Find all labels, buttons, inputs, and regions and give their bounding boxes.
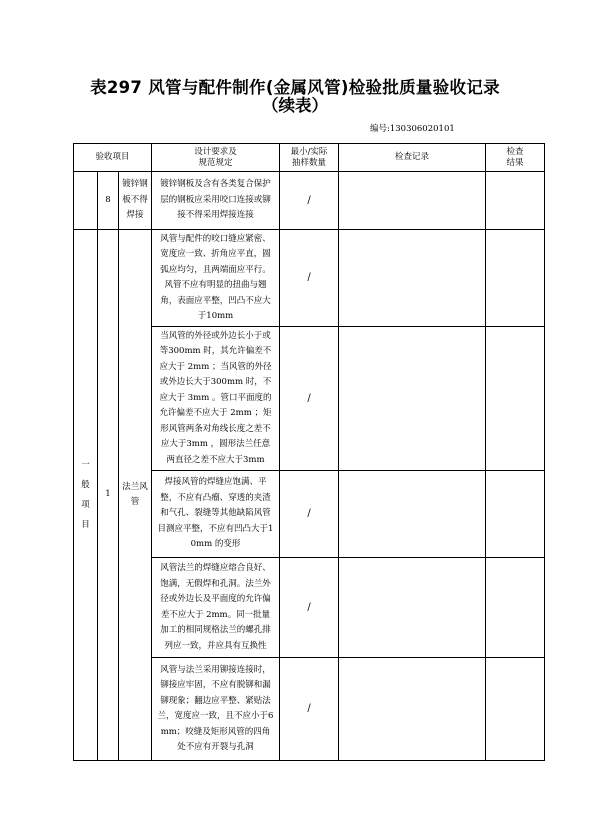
general-category (74, 230, 98, 761)
document-code: 编号:130306020101 (370, 124, 455, 134)
general-requirement-2: 当风管的外径或外边长小于或等300mm 时，其允许偏差不应大于 2mm ；当风管的外径或外边长大于300mm 时，不应大于 3mm 。管口平面度的允许偏差不应大于 2mm ；矩形风管两条对角线长度之差不应大于3mm ，圆形法兰任意两直径之差不应大于3mm (152, 327, 280, 471)
general-item-number: 1 (98, 230, 119, 761)
general-requirement-3: 焊接风管的焊缝应饱满、平整，不应有凸瘤、穿透的夹渣和气孔、裂缝等其他缺陷风管目测应平整，不应有凹凸大于10mm 的变形 (152, 471, 280, 558)
main-item-sample: / (280, 172, 339, 230)
header-row (74, 144, 545, 172)
general-result-4[interactable] (486, 558, 545, 658)
col-header-item: 验收项目 (74, 144, 152, 172)
main-item-result[interactable] (486, 172, 545, 230)
main-item-name: 镀锌钢板不得焊接 (119, 172, 152, 230)
general-result-3[interactable] (486, 471, 545, 558)
general-sample-4: / (280, 558, 339, 658)
general-category-text: 一般项目 (81, 460, 90, 530)
general-record-3[interactable] (339, 471, 486, 558)
col-header-spec (152, 144, 280, 172)
main-item-record[interactable] (339, 172, 486, 230)
general-sample-1: / (280, 230, 339, 327)
col-header-min-line2: 抽样数量 (291, 157, 326, 168)
document-subtitle: （续表） (262, 96, 328, 115)
col-header-spec-line1: 设计要求及 (194, 146, 237, 157)
general-record-1[interactable] (339, 230, 486, 327)
main-item-number: 8 (98, 172, 119, 230)
document-title: 表297 风管与配件制作(金属风管)检验批质量验收记录 (90, 78, 500, 97)
general-result-5[interactable] (486, 658, 545, 761)
general-record-5[interactable] (339, 658, 486, 761)
col-header-min-line1: 最小/实际 (290, 146, 328, 157)
general-requirement-4: 风管法兰的焊缝应熔合良好、饱满，无假焊和孔洞。法兰外径或外边长及平面度的允许偏差不应大于 2mm。同一批量加工的相同规格法兰的螺孔排列应一致，并应具有互换性 (152, 558, 280, 658)
general-sample-3: / (280, 471, 339, 558)
col-header-result-line1: 检查 (506, 146, 524, 157)
general-sample-5: / (280, 658, 339, 761)
general-result-2[interactable] (486, 327, 545, 471)
general-item-name: 法兰风管 (119, 230, 152, 761)
general-sample-2: / (280, 327, 339, 471)
col-header-spec-line2: 规范规定 (198, 157, 233, 168)
general-record-4[interactable] (339, 558, 486, 658)
col-header-min (280, 144, 339, 172)
general-result-1[interactable] (486, 230, 545, 327)
table-row (74, 230, 545, 327)
general-requirement-5: 风管与法兰采用铆接连接时，铆接应牢固，不应有脱铆和漏铆现象；翻边应平整、紧贴法兰，宽度应一致，且不应小于6mm；咬缝及矩形风管的四角处不应有开裂与孔洞 (152, 658, 280, 761)
main-category-cell (74, 172, 98, 230)
col-header-record: 检查记录 (339, 144, 486, 172)
inspection-table (73, 143, 545, 761)
col-header-result-line2: 结果 (506, 157, 524, 168)
table-row-main (74, 172, 545, 230)
col-header-result (486, 144, 545, 172)
main-item-requirement: 镀锌钢板及含有各类复合保护层的钢板应采用咬口连接或铆接不得采用焊接连接 (152, 172, 280, 230)
general-requirement-1: 风管与配件的咬口缝应紧密、宽度应一致、折角应平直，圆弧应均匀，且两端面应平行。风管不应有明显的扭曲与翘角，表面应平整，凹凸不应大于10mm (152, 230, 280, 327)
general-record-2[interactable] (339, 327, 486, 471)
